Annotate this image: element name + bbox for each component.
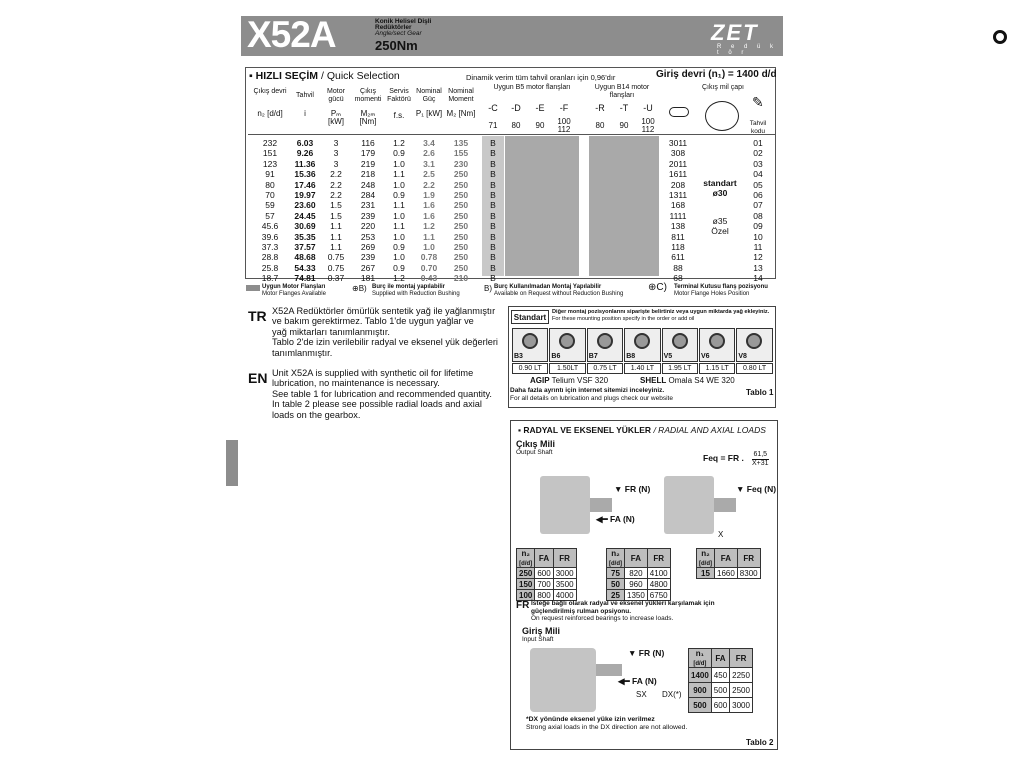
radial-cell: 138	[670, 221, 686, 232]
motor-cell: 0.75	[327, 252, 345, 263]
n2-cell: 70	[265, 190, 275, 201]
b14-flange-area	[589, 136, 659, 276]
input-shaft-image	[596, 664, 622, 676]
motor-cell: 1.1	[330, 231, 342, 242]
fa-label-left: ◀━ FA (N)	[596, 514, 635, 524]
torque-cell: 220	[360, 221, 376, 232]
hdr-moment: Nominal Moment	[448, 88, 474, 103]
power-cell: 2.6	[423, 148, 435, 159]
b5c-cell: B	[490, 200, 496, 211]
moment-cell: 250	[453, 262, 469, 273]
hdr-n2: Çıkış devri	[253, 88, 287, 95]
en-text: Unit X52A is supplied with synthetic oil for lifetime lubrication, no maintenance is necessary. See table 1 for lubrication and recommended quantity. In table 2 please see possible radial loads and axial loads on the gearbox.	[272, 368, 492, 420]
sx-label: SX	[636, 690, 647, 699]
column-torque	[352, 138, 384, 284]
mount-position-label: B8	[626, 353, 636, 360]
t1-note-2: For these mounting position specify in the order or add oil	[552, 316, 695, 322]
motor-cell: 1.1	[330, 221, 342, 232]
n2-cell: 59	[265, 200, 275, 211]
fr-label-left: ▼ FR (N)	[614, 484, 651, 494]
ring-icon	[993, 30, 1007, 44]
b5c-cell: B	[490, 273, 496, 284]
dx-label: DX(*)	[662, 690, 682, 699]
gearbox-input-image	[530, 648, 596, 712]
unit-n2: n₂ [d/d]	[257, 109, 283, 118]
column-power	[414, 138, 444, 284]
power-cell: 3.1	[423, 158, 435, 169]
mount-position-v6	[699, 328, 735, 362]
codes-cell: 01	[753, 138, 763, 148]
hdr-motor: Motor gücü	[327, 88, 345, 103]
torque-cell: 269	[360, 242, 376, 253]
codes-cell: 06	[753, 190, 763, 201]
radial-cell: 1611	[668, 169, 688, 180]
legend-terminal: Terminal Kutusu flanş pozisyonu Motor Flange Holes Position	[674, 284, 768, 297]
mount-position-b6	[549, 328, 585, 362]
hdr-code: Tahvil kodu	[749, 120, 767, 135]
b5c-cell: B	[490, 262, 496, 273]
sf-cell: 1.2	[393, 273, 405, 284]
torque-cell: 116	[361, 138, 375, 148]
motor-cell: 0.37	[327, 273, 345, 284]
table1-label: Tablo 1	[746, 388, 774, 397]
sf-cell: 1.2	[393, 138, 405, 148]
oil-amount: 0.90 LT	[512, 363, 548, 374]
n2-cell: 37.3	[261, 242, 279, 253]
torque-cell: 284	[360, 190, 376, 201]
column-radial	[660, 138, 696, 284]
t1-note-1: Diğer montaj pozisyonlarını siparişte belirtiniz veya uygun miktarda yağ ekleyiniz.	[552, 309, 770, 315]
motor-cell: 1.5	[330, 200, 342, 211]
moment-cell: 230	[453, 158, 469, 169]
legend-bushing: Burç ile montaj yapılabilir Supplied with Reduction Bushing	[372, 284, 460, 297]
hdr-power: Nominal Güç	[416, 88, 442, 103]
side-tab	[226, 440, 238, 486]
b14-letter-r: -R	[595, 103, 605, 113]
codes-cell: 12	[753, 252, 763, 263]
motor-cell: 3	[333, 148, 339, 159]
gearbox-position-icon	[672, 333, 688, 349]
ratio-cell: 6.03	[296, 138, 314, 148]
radial-cell: 3011	[668, 138, 688, 148]
perf-title: PERFORMANS TABLOLARI-ALÜMİNYUM	[861, 36, 911, 57]
legend-flanges: Uygun Motor Flanşları Motor Flanges Available	[262, 284, 326, 297]
motor-cell: 0.75	[327, 262, 345, 273]
subtitle-2: Redüktörler	[375, 24, 412, 31]
sf-cell: 1.1	[393, 200, 405, 211]
ratio-cell: 24.45	[294, 210, 316, 221]
feq-label: ▼ Feq (N)	[736, 484, 777, 494]
b5c-cell: B	[490, 242, 496, 253]
b5-letter-d: -D	[511, 103, 521, 113]
hdr-sf: Servis Faktörü	[387, 88, 411, 103]
codes-cell: 04	[753, 169, 763, 180]
output-shaft-right	[714, 498, 736, 512]
codes-cell: 03	[753, 158, 763, 169]
sf-cell: 1.1	[393, 221, 405, 232]
b14-letter-t: -T	[619, 103, 629, 113]
hdr-torque: Çıkış momenti	[354, 88, 382, 103]
b5-letter-e: -E	[535, 103, 545, 113]
b5c-cell: B	[490, 221, 496, 232]
no-bushing-legend-icon: B)	[484, 284, 492, 293]
flange-legend-swatch	[246, 285, 260, 291]
codes-cell: 10	[753, 231, 763, 242]
b5-size-100: 100 112	[557, 117, 571, 134]
quick-selection-title: ▪ HIZLI SEÇİM / Quick Selection	[249, 70, 400, 82]
dx-note-tr: *DX yönünde eksenel yüke izin verilmez	[526, 716, 655, 723]
ratio-cell: 48.68	[294, 252, 316, 263]
power-cell: 0.43	[420, 273, 438, 284]
b5c-cell: B	[490, 138, 496, 148]
shaft-30: ø30	[712, 188, 728, 198]
column-motor	[322, 138, 350, 284]
load-grid-3: n₂ [d/d] FA FR 15 1660 8300	[696, 548, 761, 579]
b5c-cell: B	[490, 231, 496, 242]
power-cell: 2.2	[423, 179, 435, 190]
codes-cell: 14	[753, 273, 763, 284]
load-grid-1: n₂ [d/d] FA FR 250 600 3000 150 700 3500 100 800 4000	[516, 548, 577, 601]
codes-cell: 02	[753, 148, 763, 159]
ratio-cell: 37.57	[294, 242, 316, 253]
mount-position-label: V6	[701, 353, 710, 360]
b5-flange-area	[505, 136, 579, 276]
output-shaft-left	[590, 498, 612, 512]
sf-cell: 1.0	[393, 179, 405, 190]
hdr-ratio: Tahvil	[296, 92, 314, 99]
ratio-cell: 9.26	[296, 148, 314, 159]
output-shaft-subtitle: Output Shaft	[516, 449, 553, 456]
sf-cell: 1.0	[393, 231, 405, 242]
radial-cell: 168	[670, 200, 686, 211]
b5-size-71: 71	[488, 121, 498, 130]
b5c-cell: B	[490, 210, 496, 221]
b5c-cell: B	[490, 169, 496, 180]
radial-cell: 308	[670, 148, 686, 159]
gearbox-left-image	[540, 476, 590, 534]
table2-label: Tablo 2	[746, 738, 774, 747]
codes-cell: 05	[753, 179, 763, 190]
input-shaft-subtitle: Input Shaft	[522, 636, 554, 643]
torque-cell: 231	[360, 200, 376, 211]
column-moment	[444, 138, 478, 284]
x-dimension: X	[718, 530, 724, 539]
agip-oil: AGIP Telium VSF 320	[530, 376, 609, 385]
unit-power: P₁ [kW]	[415, 109, 443, 118]
ratio-cell: 11.36	[294, 158, 316, 169]
shaft-standard: standart	[703, 178, 737, 188]
radial-cell: 118	[671, 242, 685, 253]
unit-moment: M₂ [Nm]	[446, 109, 476, 118]
ratio-cell: 54.33	[294, 262, 316, 273]
torque-cell: 248	[360, 179, 376, 190]
moment-cell: 250	[453, 169, 469, 180]
header-divider	[248, 134, 775, 135]
torque-label: 250Nm	[375, 38, 418, 53]
motor-cell: 3	[333, 138, 339, 148]
n2-cell: 123	[262, 158, 278, 169]
ratio-cell: 19.97	[294, 190, 316, 201]
unit-ratio: i	[304, 109, 306, 118]
moment-cell: 135	[453, 138, 469, 148]
torque-cell: 179	[360, 148, 376, 159]
brand-logo-sub: R e d ü k t ö r	[717, 44, 778, 56]
feq-fraction: 61,5 X+31	[752, 451, 769, 467]
column-n2	[250, 138, 290, 284]
motor-cell: 3	[333, 158, 339, 169]
unit-motor: Pₘ [kW]	[328, 109, 344, 126]
loads-title: ▪ RADYAL VE EKSENEL YÜKLER / RADIAL AND AXIAL LOADS	[518, 425, 766, 435]
mount-position-label: B7	[588, 353, 598, 360]
mount-position-v5	[662, 328, 698, 362]
b5c-cell: B	[490, 252, 496, 263]
motor-cell: 1.5	[330, 210, 342, 221]
radial-cell: 68	[673, 273, 683, 284]
standard-label: Standart	[511, 310, 549, 324]
mount-position-b8	[624, 328, 660, 362]
fr-label-input: ▼ FR (N)	[628, 648, 665, 658]
website-note-en: For all details on lubrication and plugs check our website	[510, 395, 673, 402]
en-tag: EN	[248, 370, 268, 386]
moment-cell: 250	[453, 210, 469, 221]
dx-note-en: Strong axial loads in the DX direction are not allowed.	[526, 724, 688, 731]
bushing-icon	[669, 107, 689, 117]
b5c-cell: B	[490, 148, 496, 159]
motor-cell: 2.2	[330, 179, 342, 190]
moment-cell: 210	[453, 273, 469, 284]
feq-formula: Feq = FR .	[703, 453, 744, 463]
radial-cell: 1311	[668, 190, 688, 201]
torque-cell: 267	[360, 262, 376, 273]
input-shaft-title: Giriş Mili	[522, 626, 561, 636]
shaft-special: Özel	[711, 226, 729, 236]
moment-cell: 250	[453, 190, 469, 201]
sf-cell: 0.9	[393, 262, 405, 273]
moment-cell: 250	[453, 200, 469, 211]
gearbox-position-icon	[746, 333, 762, 349]
motor-cell: 2.2	[330, 190, 342, 201]
b5c-cell: B	[490, 190, 496, 201]
load-grid-2: n₂ [d/d] FA FR 75 820 4100 50 960 4800 25 1350 6750	[606, 548, 671, 601]
subtitle-1: Konik Helisel Dişli	[375, 18, 432, 25]
oil-amount: 1.50LT	[549, 363, 585, 374]
gearbox-position-icon	[559, 333, 575, 349]
sf-cell: 1.0	[393, 210, 405, 221]
mount-position-label: B6	[551, 353, 561, 360]
torque-cell: 253	[360, 231, 376, 242]
shell-oil: SHELL Omala S4 WE 320	[640, 376, 735, 385]
b14-size-80: 80	[595, 121, 605, 130]
codes-cell: 07	[753, 200, 763, 211]
power-cell: 3.4	[423, 138, 435, 148]
subtitle-3: Angle/sect Gear	[375, 30, 422, 37]
b5-size-80: 80	[511, 121, 521, 130]
torque-cell: 181	[360, 273, 376, 284]
ratio-cell: 74.81	[294, 273, 316, 284]
radial-cell: 2011	[668, 158, 688, 169]
mount-position-v8	[736, 328, 772, 362]
output-shaft-title: Çıkış Mili	[516, 439, 556, 449]
n2-cell: 39.6	[261, 231, 279, 242]
sf-cell: 0.9	[393, 242, 405, 253]
torque-cell: 218	[360, 169, 376, 180]
sf-cell: 0.9	[393, 148, 405, 159]
model-title: X52A	[247, 14, 336, 55]
tr-tag: TR	[248, 308, 267, 324]
column-ratio	[290, 138, 320, 284]
n2-cell: 151	[262, 148, 278, 159]
torque-cell: 219	[360, 158, 376, 169]
n2-cell: 91	[265, 169, 275, 180]
column-sf	[384, 138, 414, 284]
sf-cell: 1.0	[393, 252, 405, 263]
mounting-positions	[512, 328, 774, 374]
gearbox-position-icon	[522, 333, 538, 349]
terminal-legend-icon: ⊕C)	[648, 282, 667, 293]
website-note-tr: Daha fazla ayrıntı için internet sitemizi inceleyiniz.	[510, 387, 665, 394]
efficiency-note: Dinamik verim tüm tahvil oranları için 0,96'dır	[466, 73, 616, 82]
power-cell: 0.70	[420, 262, 438, 273]
moment-cell: 155	[453, 148, 469, 159]
mount-position-label: B3	[514, 353, 523, 360]
shaft-35: ø35	[712, 216, 728, 226]
power-cell: 0.78	[420, 252, 438, 263]
sf-cell: 1.1	[393, 169, 405, 180]
radial-cell: 88	[673, 262, 683, 273]
b5c-cell: B	[490, 158, 496, 169]
tr-text: X52A Redüktörler ömürlük sentetik yağ ile yağlanmıştır ve bakım gerektirmez. Tablo 1'de uygun yağlar ve yağ miktarları tanımlanmıştır. Tablo 2'de izin verilebilir radyal ve eksenel yük değerleri tanımlanmıştır.	[272, 306, 498, 358]
oil-amount: 0.75 LT	[587, 363, 623, 374]
power-cell: 1.2	[423, 221, 435, 232]
motor-cell: 2.2	[330, 169, 342, 180]
unit-torque: M₂ₘ [Nm]	[359, 109, 377, 126]
hdr-b14: Uygun B14 motor flanşları	[594, 84, 650, 99]
input-speed: Giriş devri (n₁) = 1400 d/d	[656, 69, 777, 80]
gearbox-position-icon	[597, 333, 613, 349]
codes-cell: 08	[753, 210, 763, 221]
power-cell: 1.9	[423, 190, 435, 201]
mount-position-b3	[512, 328, 548, 362]
moment-cell: 250	[453, 221, 469, 232]
n2-cell: 25.8	[261, 262, 279, 273]
codes-cell: 09	[753, 221, 763, 232]
ratio-cell: 17.46	[294, 179, 316, 190]
codes-cell: 13	[753, 262, 763, 273]
motor-cell: 1.1	[330, 242, 342, 253]
b5-letter-c: -C	[488, 103, 498, 113]
column-codes	[746, 138, 770, 284]
radial-cell: 208	[670, 179, 686, 190]
oil-amount: 1.15 LT	[699, 363, 735, 374]
legend-no-bushing: Burç Kullanılmadan Montaj Yapılabilir Available on Request without Reduction Bushing	[494, 284, 624, 297]
gearbox-position-icon	[634, 333, 650, 349]
brand-logo: ZET	[711, 20, 759, 45]
power-cell: 1.1	[423, 231, 435, 242]
gearbox-position-icon	[709, 333, 725, 349]
codes-cell: 11	[753, 242, 763, 253]
hdr-b5: Uygun B5 motor flanşları	[493, 84, 571, 91]
oil-amount: 1.95 LT	[662, 363, 698, 374]
hdr-shaft: Çıkış mil çapı	[701, 84, 744, 91]
fa-label-input: ◀━ FA (N)	[618, 676, 657, 686]
shaft-diameter-icon	[705, 101, 739, 131]
mount-position-label: V8	[738, 353, 747, 360]
power-cell: 1.0	[423, 242, 435, 253]
ratio-cell: 15.36	[294, 169, 316, 180]
power-cell: 2.5	[423, 169, 435, 180]
moment-cell: 250	[453, 242, 469, 253]
mount-position-b7	[587, 328, 623, 362]
oil-amount: 1.40 LT	[624, 363, 660, 374]
radial-cell: 1111	[669, 210, 687, 221]
moment-cell: 250	[453, 252, 469, 263]
torque-cell: 239	[360, 210, 376, 221]
bushing-legend-icon: ⊕B)	[352, 284, 367, 293]
perf-subtitle: RATING-ALUMINUM HELICAL-BEVEL GEARBOXES	[801, 46, 845, 81]
power-cell: 1.6	[423, 210, 435, 221]
n2-cell: 57	[265, 210, 275, 221]
radial-cell: 611	[671, 252, 685, 263]
column-b5c	[482, 138, 504, 284]
torque-cell: 239	[360, 252, 376, 263]
b14-size-100: 100 112	[641, 117, 655, 134]
b5-size-90: 90	[535, 121, 545, 130]
moment-cell: 250	[453, 179, 469, 190]
mount-position-label: V5	[663, 353, 673, 360]
n2-cell: 18.7	[261, 273, 279, 284]
ratio-cell: 35.35	[294, 231, 316, 242]
oil-amount: 0.80 LT	[736, 363, 772, 374]
fr-option-icon: FR	[516, 600, 530, 611]
gearbox-right-image	[664, 476, 714, 534]
unit-sf: f.s.	[393, 111, 405, 120]
power-cell: 1.6	[423, 200, 435, 211]
n2-cell: 232	[262, 138, 278, 148]
sf-cell: 1.0	[393, 158, 405, 169]
ratio-cell: 30.69	[294, 221, 316, 232]
reinforced-bearing-note: İsteğe bağlı olarak radyal ve eksenel yükleri karşılamak için güçlendirilmiş rulman opsiyonu. On request reinforced bearings to increase loads.	[531, 600, 715, 622]
b14-letter-u: -U	[643, 103, 653, 113]
b5-letter-f: -F	[559, 103, 569, 113]
ratio-cell: 23.60	[294, 200, 316, 211]
n2-cell: 80	[265, 179, 275, 190]
load-grid-input: n₁ [d/d] FA FR 1400 450 2250 900 500 2500 500 600 3000	[688, 648, 753, 713]
moment-cell: 250	[453, 231, 469, 242]
n2-cell: 28.8	[261, 252, 279, 263]
n2-cell: 45.6	[261, 221, 279, 232]
sf-cell: 0.9	[393, 190, 405, 201]
pencil-icon: ✎	[752, 94, 764, 110]
radial-cell: 811	[671, 231, 685, 242]
b5c-cell: B	[490, 179, 496, 190]
b14-size-90: 90	[619, 121, 629, 130]
